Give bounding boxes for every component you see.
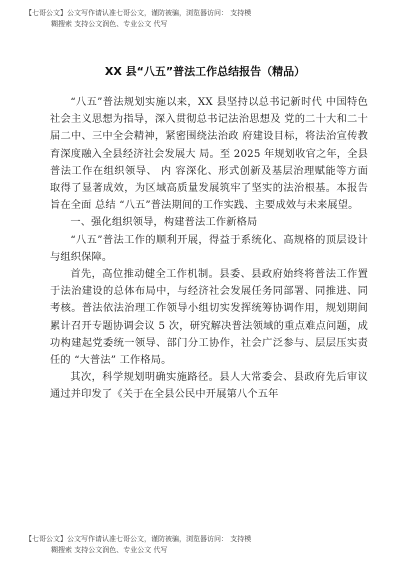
paragraph-second-point: 其次，科学规划明确实施路径。县人大常委会、县政府先后审议通过并印发了《关于在全县公民中开展第八个五年 <box>50 372 368 401</box>
paragraph-section-1-intro: “八五”普法工作的顺利开展，得益于系统化、高规格的顶层设计与组织保障。 <box>50 234 368 263</box>
page-footer <box>25 534 400 556</box>
page-header <box>25 8 400 30</box>
header-line-2: 糊搜索 支持公文润色、专业公文 代写 <box>51 20 168 28</box>
paragraph-intro: “八五”普法规划实施以来，XX 县坚持以总书记新时代 中国特色社会主义思想为指导，深入贯彻总书记法治思想及 党的二十大和二十届二中、三中全会精神，紧密围绕法治政 府建设目标，将法治宣传教育深度融入全县经济社会发展大 局。至 2025 年规划收官之年，全县普法工作在组织领导、 内 容深化、形式创新及基层治理赋能等方面取得了显著成效，为区域高质量发展筑牢了坚实的法治根基。本报告旨在全面 总结 “八五”普法期间的工作实践、主要成效与未来展望。 <box>50 97 368 212</box>
paragraph-first-point: 首先，高位推动健全工作机制。县委、县政府始终将普法工作置于法治建设的总体布局中，与经济社会发展任务同部署、同推进、同考核。普法依法治理工作领导小组切实发挥统筹协调作用，规划期间累计召开专题协调会议 5 次，研究解决普法领域的重点难点问题，成功构建起党委统一领导、部门分工协作，社会广泛参与、层层压实责任的 “大普法” 工作格局。 <box>50 269 368 367</box>
footer-line-2: 糊搜索 支持公文润色、专业公文 代写 <box>51 546 168 554</box>
section-heading-1: 一、强化组织领导，构建普法工作新格局 <box>70 217 258 229</box>
document-body <box>50 94 368 404</box>
footer-line-1: 【七哥公文】公文写作请认准七哥公文，谨防被骗，浏览器访问： 支持模 <box>25 535 252 543</box>
document-title: XX 县“八五”普法工作总结报告（精品） <box>104 65 306 78</box>
header-line-1: 【七哥公文】公文写作请认准七哥公文，谨防被骗，浏览器访问： 支持模 <box>25 9 252 17</box>
